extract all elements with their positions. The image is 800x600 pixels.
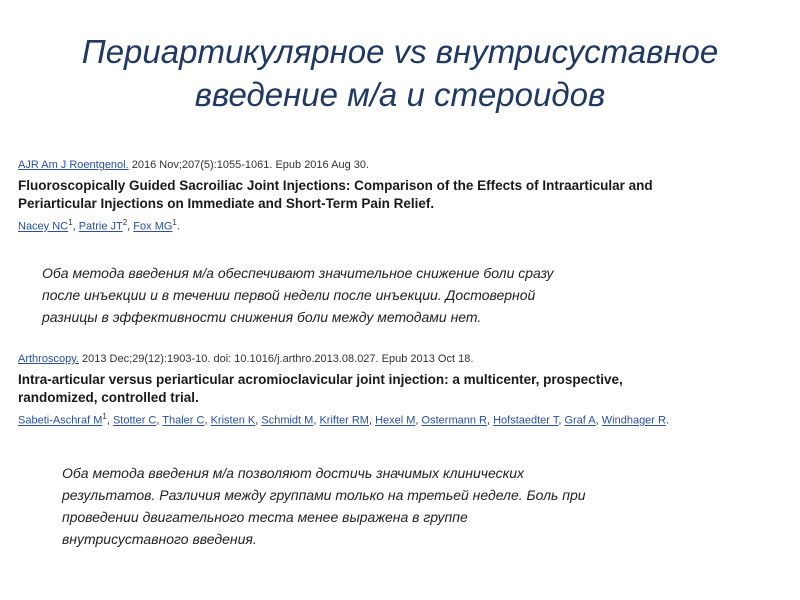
citation-1-journal-link[interactable]: AJR Am J Roentgenol. xyxy=(18,159,129,171)
citation-2 xyxy=(18,352,788,428)
author-affiliation-number: 1 xyxy=(102,412,107,421)
author-link[interactable]: Stotter C xyxy=(112,414,157,427)
author-link[interactable]: Krifter RM xyxy=(319,414,369,427)
citation-1 xyxy=(18,158,788,234)
author-link[interactable]: Ostermann R xyxy=(421,414,487,427)
citation-1-authors: Nacey $NC^1$, Patrie $JT^2$, Fox $MG^1$. xyxy=(18,218,180,233)
summary-note-2 xyxy=(62,462,702,550)
author-affiliation-number: 2 xyxy=(122,218,128,227)
author-link[interactable]: Kristen K xyxy=(210,414,256,427)
author-link[interactable]: Graf A xyxy=(564,414,596,427)
page-title-line-2: введение м/а и стероидов xyxy=(194,76,606,113)
summary-note-1-line-1: Оба метода введения м/а обеспечивают значительное снижение боли сразу xyxy=(42,265,554,281)
author-affiliation-number: 1 xyxy=(172,218,177,227)
author-link[interactable]: Windhager R xyxy=(601,414,666,427)
citation-2-title-line-1: Intra-articular versus periarticular acromioclavicular joint injection: a multicenter, prospective, xyxy=(18,372,623,387)
citation-1-title-line-1: Fluoroscopically Guided Sacroiliac Joint Injections: Comparison of the Effects of Intraarticular and xyxy=(18,178,653,193)
author-link[interactable]: Nacey NC xyxy=(18,220,69,233)
author-link[interactable]: Hofstaedter T xyxy=(493,414,559,427)
author-link[interactable]: Thaler C xyxy=(162,414,205,427)
page-title xyxy=(0,30,800,116)
author-link[interactable]: Sabeti-Aschraf M xyxy=(18,414,103,427)
summary-note-1-line-2: после инъекции и в течении первой недели после инъекции. Достоверной xyxy=(42,287,536,303)
summary-note-2-line-4: внутрисуставного введения. xyxy=(62,531,257,547)
citation-2-title-line-2: randomized, controlled trial. xyxy=(18,390,199,405)
citation-2-journal-link[interactable]: Arthroscopy. xyxy=(18,353,79,365)
citation-2-authors: Sabeti-Aschraf $M^1$, Stotter C, Thaler C, Kristen K, Schmidt M, Krifter RM, Hexel M, Ostermann R, Hofstaedter T, Graf A, Windhager R. xyxy=(18,412,670,427)
citation-1-title xyxy=(18,177,788,213)
citation-1-source xyxy=(18,158,788,172)
summary-note-2-line-3: проведении двигательного теста менее выражена в группе xyxy=(62,509,468,525)
citation-2-title xyxy=(18,371,788,407)
author-link[interactable]: Schmidt M xyxy=(261,414,314,427)
summary-note-2-line-2: результатов. Различия между группами только на третьей неделе. Боль при xyxy=(62,487,586,503)
page-title-line-1: Периартикулярное vs внутрисуставное xyxy=(81,33,719,70)
author-link[interactable]: Fox MG xyxy=(133,220,173,233)
summary-note-1 xyxy=(42,262,692,328)
author-affiliation-number: 1 xyxy=(68,218,73,227)
citation-2-source xyxy=(18,352,788,366)
citation-1-details: 2016 Nov;207(5):1055-1061. Epub 2016 Aug 30. xyxy=(128,159,370,171)
citation-2-details: 2013 Dec;29(12):1903-10. doi: 10.1016/j.arthro.2013.08.027. Epub 2013 Oct 18. xyxy=(78,353,474,365)
citation-1-title-line-2: Periarticular Injections on Immediate and Short-Term Pain Relief. xyxy=(18,196,435,211)
author-link[interactable]: Patrie JT xyxy=(78,220,123,233)
author-link[interactable]: Hexel M xyxy=(375,414,416,427)
summary-note-1-line-3: разницы в эффективности снижения боли между методами нет. xyxy=(42,309,482,325)
summary-note-2-line-1: Оба метода введения м/а позволяют достичь значимых клинических xyxy=(62,465,525,481)
